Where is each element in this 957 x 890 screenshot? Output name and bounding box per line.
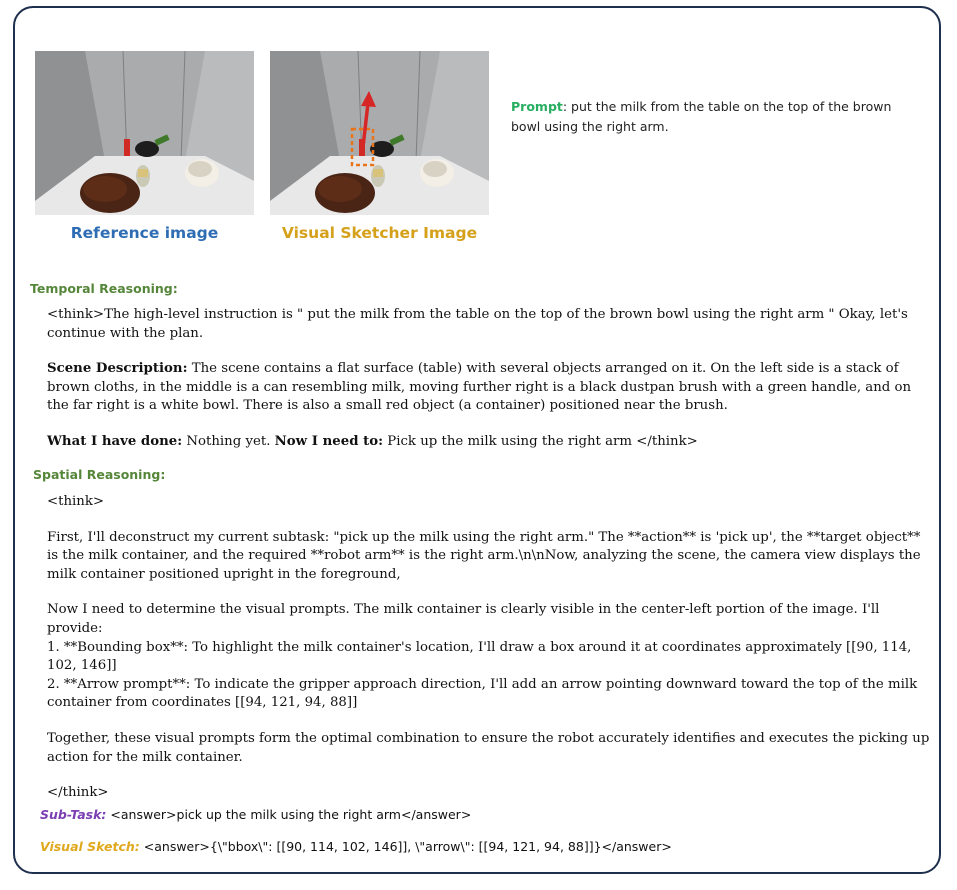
done-text: Nothing yet. [182,433,275,449]
prompt-text: : put the milk from the table on the top of the brown bowl using the right arm. [511,99,892,134]
reference-image-caption: Reference image [70,224,219,242]
need-text: Pick up the milk using the right arm </think> [383,433,698,449]
spatial-close-tag: </think> [47,785,109,801]
spatial-paragraph-1: First, I'll deconstruct my current subtask: "pick up the milk using the right arm." The **action** is 'pick up', the **target object** is the milk container, and the required **robot arm** is the right arm.\n\nNow, analyzing the scene, the camera view displays the milk container positioned upright in the foreground, [47,529,921,582]
spatial-reasoning-heading: Spatial Reasoning: [33,467,166,482]
spatial-open-tag: <think> [47,494,105,509]
temporal-reasoning-body [47,306,935,452]
spatial-reasoning-body [47,493,935,803]
scene-description-label: Scene Description: [47,361,188,377]
progress-line [47,433,935,452]
subtask-label: Sub-Task: [40,807,107,822]
scene-description [47,360,935,416]
spatial-paragraph-3: Together, these visual prompts form the optimal combination to ensure the robot accurately identifies and executes the picking up action for the milk container. [47,730,930,765]
subtask-text: <answer>pick up the milk using the right arm</answer> [110,807,472,822]
prompt-label: Prompt [511,99,563,114]
done-label: What I have done: [47,433,183,449]
spatial-paragraph-2-line-2: 1. **Bounding box**: To highlight the milk container's location, I'll draw a box around it at coordinates approximately [[90, 114, 102, 146]] [47,639,912,674]
spatial-paragraph-2-line-1: Now I need to determine the visual prompts. The milk container is clearly visible in the center-left portion of the image. I'll provide: [47,602,880,636]
subtask-line [40,807,471,822]
visual-sketcher-caption: Visual Sketcher Image [281,224,478,242]
visual-sketch-text: <answer>{\"bbox\": [[90, 114, 102, 146]], \"arrow\": [[94, 121, 94, 88]]}</answer> [143,839,672,854]
spatial-paragraph-2-line-3: 2. **Arrow prompt**: To indicate the gripper approach direction, I'll add an arrow pointing downward toward the top of the milk container from coordinates [[94, 121, 94, 88]] [47,676,918,711]
visual-sketch-line [40,839,672,854]
visual-sketch-label: Visual Sketch: [40,839,140,854]
visual-sketcher-image [270,51,489,215]
scene-description-text: The scene contains a flat surface (table) with several objects arranged on it. On the left side is a stack of brown cloths, in the middle is a can resembling milk, moving further right is a black dustpan brush with a green handle, and on the far right is a white bowl. There is also a small red object (a container) positioned near the brush. [47,361,912,414]
temporal-reasoning-heading: Temporal Reasoning: [30,281,178,296]
prompt-block [511,97,911,137]
reference-image [35,51,254,215]
temporal-intro: <think>The high-level instruction is " put the milk from the table on the top of the brown bowl using the right arm " Okay, let's continue with the plan. [47,307,908,341]
need-label: Now I need to: [274,433,384,449]
